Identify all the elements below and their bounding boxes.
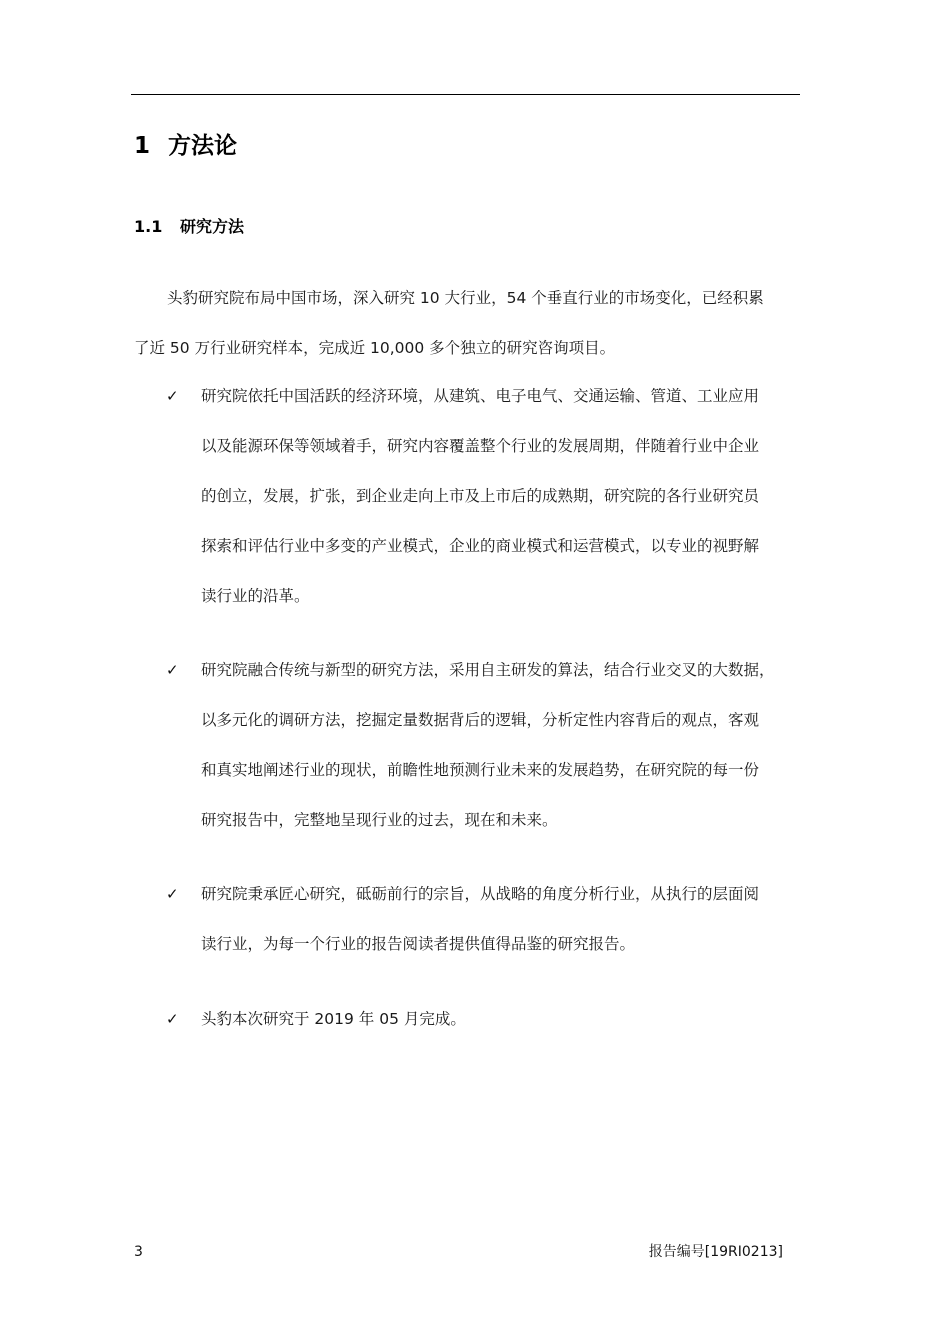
intro-line: 头豹研究院布局中国市场，深入研究 10 大行业，54 个垂直行业的市场变化，已经积累 [167, 289, 764, 307]
check-icon: ✓ [166, 387, 179, 405]
bullet-line: 研究院融合传统与新型的研究方法，采用自主研发的算法，结合行业交叉的大数据， [201, 661, 775, 679]
bullet-line: 以及能源环保等领域着手，研究内容覆盖整个行业的发展周期，伴随着行业中企业 [201, 437, 760, 455]
page-number: 3 [134, 1244, 143, 1260]
section-number: 1 [134, 133, 151, 159]
bullet-text [201, 994, 801, 1044]
bullet-line: 和真实地阐述行业的现状，前瞻性地预测行业未来的发展趋势，在研究院的每一份 [201, 761, 760, 779]
subsection-title: 研究方法 [180, 217, 245, 236]
bullet-line: 头豹本次研究于 2019 年 05 月完成。 [201, 1010, 466, 1028]
intro-paragraph [134, 273, 798, 373]
bullet-line: 读行业，为每一个行业的报告阅读者提供值得品鉴的研究报告。 [201, 935, 636, 953]
bullet-line: 探索和评估行业中多变的产业模式，企业的商业模式和运营模式，以专业的视野解 [201, 537, 760, 555]
bullet-text [201, 371, 801, 621]
bullet-line: 的创立，发展，扩张，到企业走向上市及上市后的成熟期，研究院的各行业研究员 [201, 487, 760, 505]
report-id: 报告编号[19RI0213] [648, 1244, 783, 1260]
bullet-line: 研究院依托中国活跃的经济环境，从建筑、电子电气、交通运输、管道、工业应用 [201, 387, 760, 405]
intro-line: 了近 50 万行业研究样本，完成近 10,000 多个独立的研究咨询项目。 [134, 339, 616, 357]
bullet-text [201, 869, 801, 969]
check-icon: ✓ [166, 885, 179, 903]
header-rule [131, 94, 800, 95]
section-heading [134, 128, 237, 164]
bullet-line: 研究报告中，完整地呈现行业的过去，现在和未来。 [201, 811, 558, 829]
bullet-line: 读行业的沿革。 [201, 587, 310, 605]
bullet-text [201, 645, 801, 845]
subsection-number: 1.1 [134, 217, 163, 236]
section-title: 方法论 [168, 133, 237, 159]
check-icon: ✓ [166, 1010, 179, 1028]
subsection-heading [134, 214, 244, 240]
bullet-line: 研究院秉承匠心研究，砥砺前行的宗旨，从战略的角度分析行业，从执行的层面阅 [201, 885, 760, 903]
bullet-line: 以多元化的调研方法，挖掘定量数据背后的逻辑，分析定性内容背后的观点，客观 [201, 711, 760, 729]
check-icon: ✓ [166, 661, 179, 679]
